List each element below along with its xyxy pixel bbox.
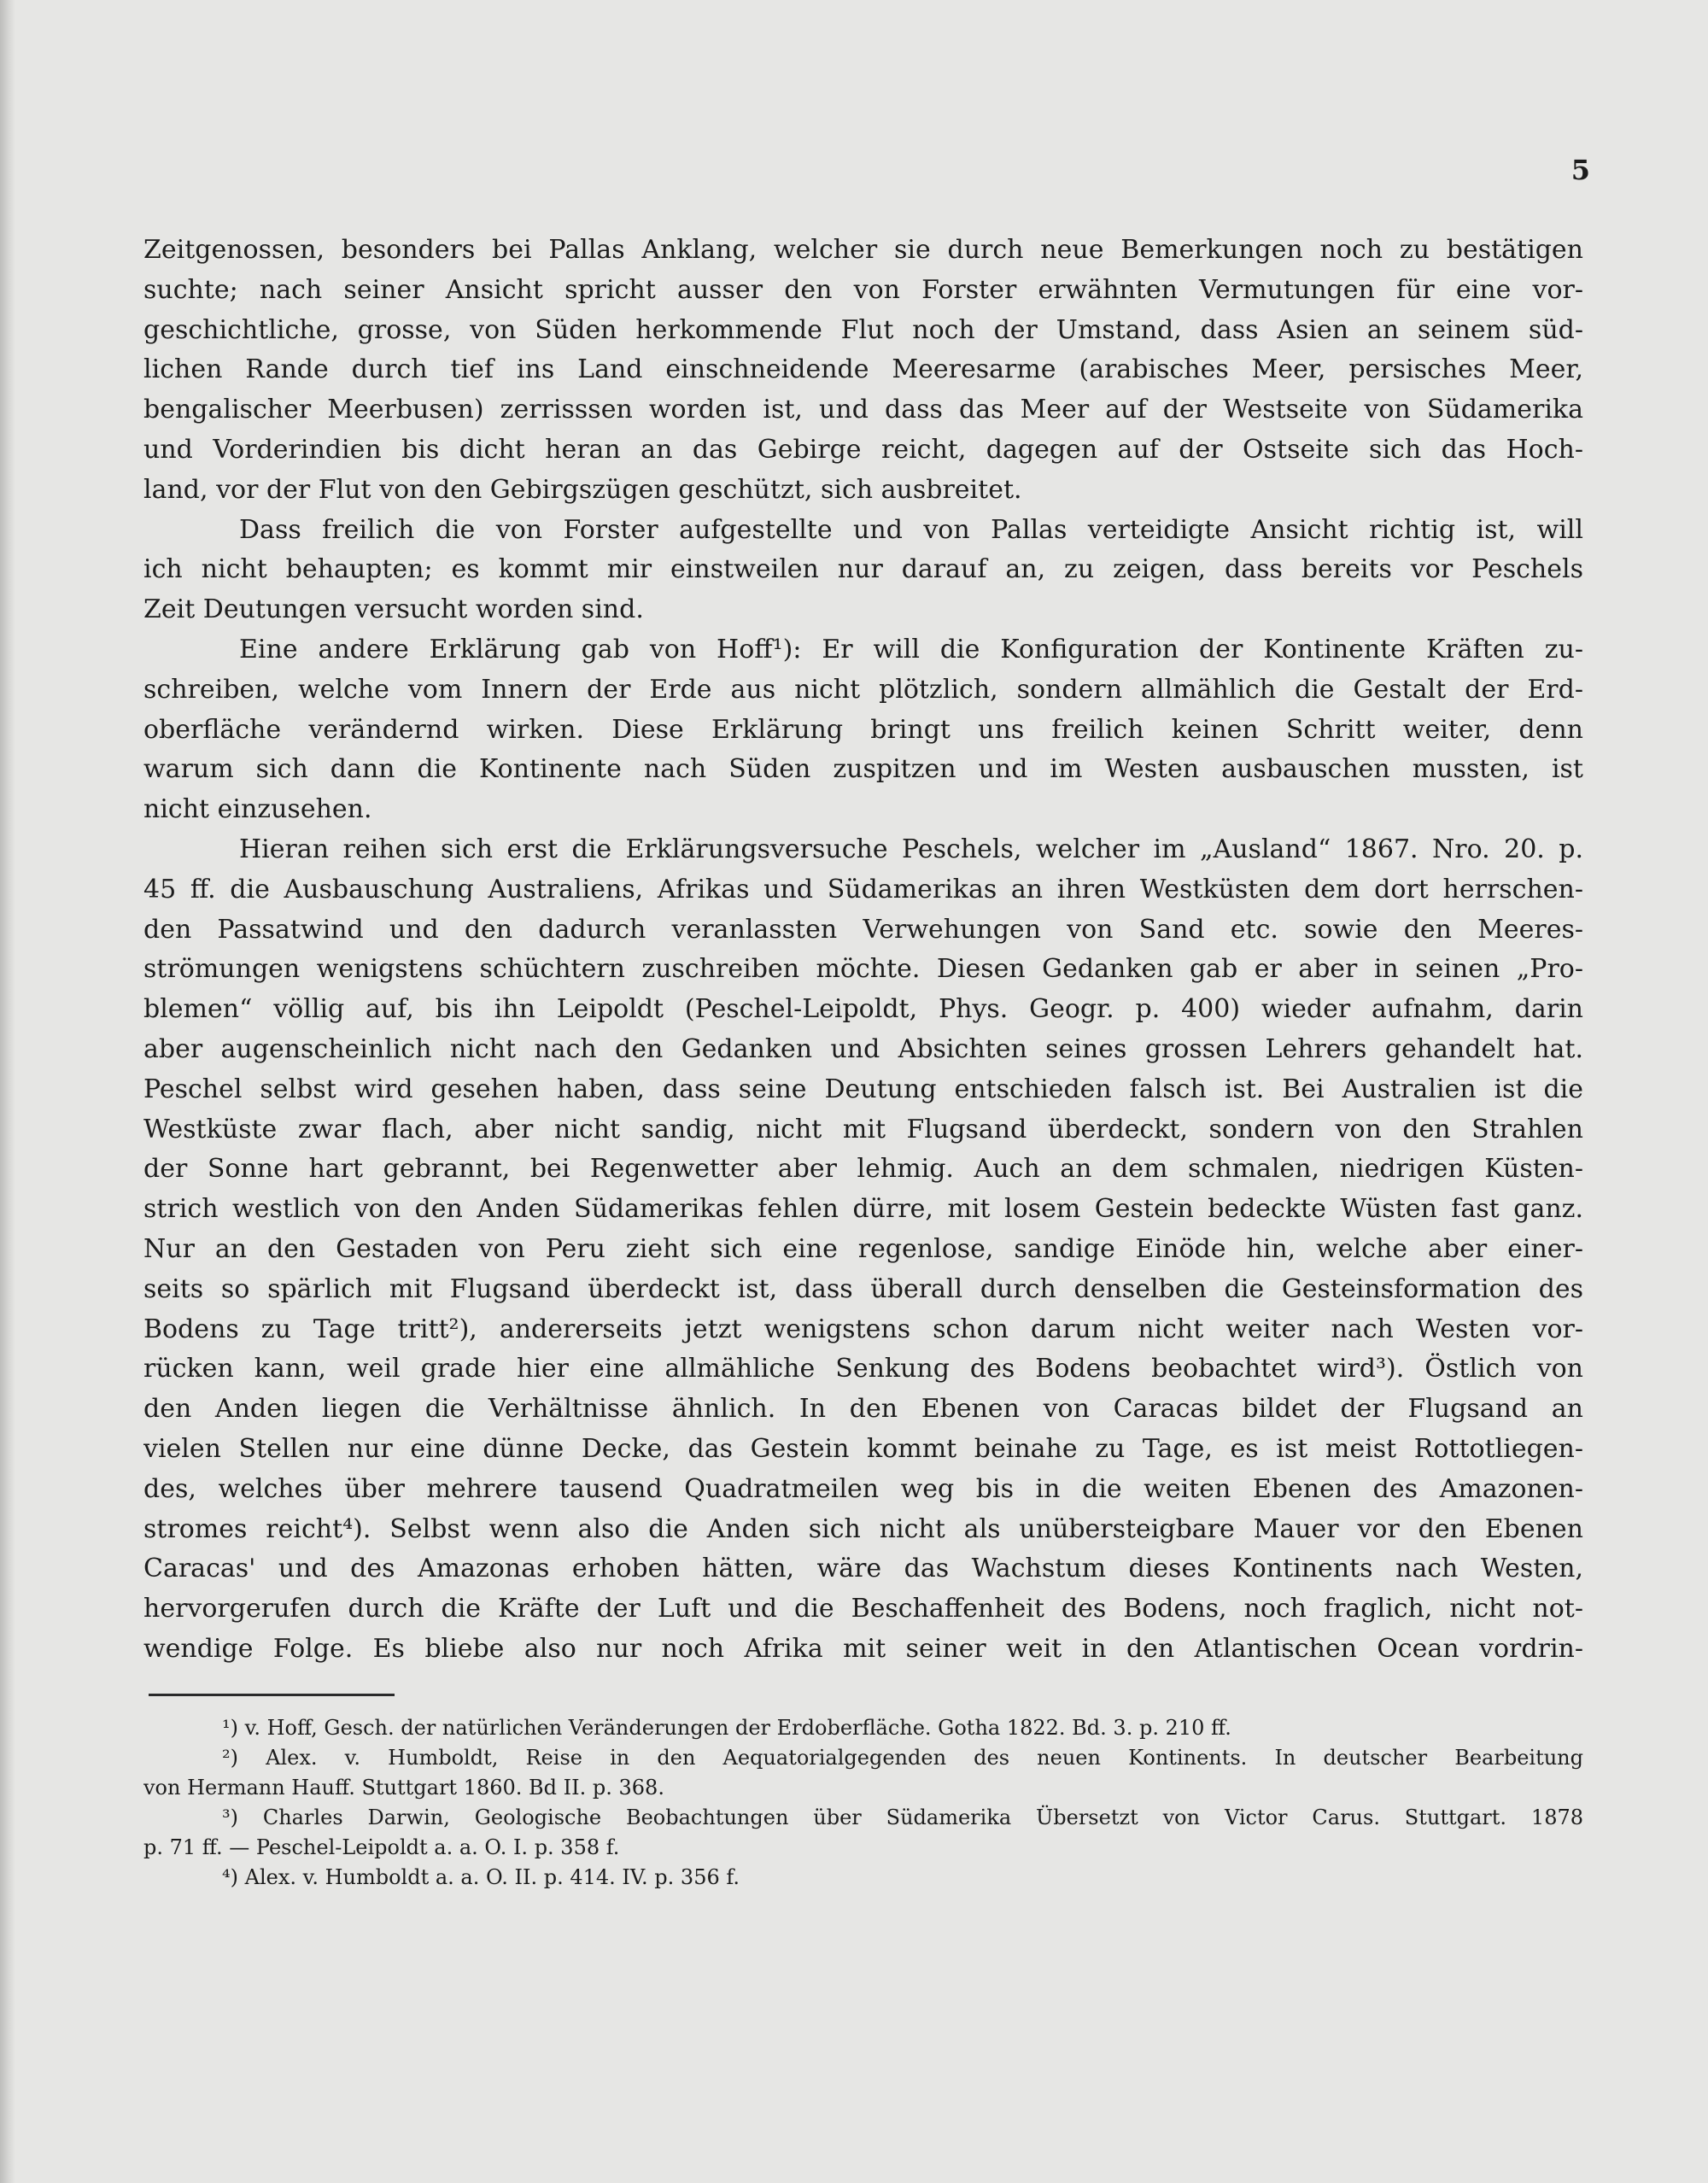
body-line: hervorgerufen durch die Kräfte der Luft und die Beschaffenheit des Bodens, noch fraglich, nicht not- bbox=[143, 1594, 1583, 1624]
body-line: des, welches über mehrere tausend Quadratmeilen weg bis in die weiten Ebenen des Amazonen- bbox=[143, 1473, 1583, 1504]
body-line: 45 ff. die Ausbauschung Australiens, Afrikas und Südamerikas an ihren Westküsten dem dort herrschen- bbox=[143, 874, 1583, 904]
footnote-line: ¹) v. Hoff, Gesch. der natürlichen Veränderungen der Erdoberfläche. Gotha 1822. Bd. 3. p. 210 ff. bbox=[222, 1716, 1231, 1740]
body-line: seits so spärlich mit Flugsand überdeckt ist, dass überall durch denselben die Gesteinsformation des bbox=[143, 1273, 1583, 1304]
page-edge-shadow bbox=[0, 0, 15, 2183]
body-line: stromes reicht⁴). Selbst wenn also die Anden sich nicht als unübersteigbare Mauer vor den Ebenen bbox=[143, 1513, 1583, 1544]
body-line: Dass freilich die von Forster aufgestellte und von Pallas verteidigte Ansicht richtig ist, will bbox=[239, 514, 1583, 545]
page-number: 5 bbox=[1571, 154, 1590, 186]
body-line: Caracas' und des Amazonas erhoben hätten, wäre das Wachstum dieses Kontinents nach Westen, bbox=[143, 1554, 1583, 1584]
body-line: und Vorderindien bis dicht heran an das Gebirge reicht, dagegen auf der Ostseite sich das Hoch- bbox=[143, 434, 1583, 465]
body-line: lichen Rande durch tief ins Land einschneidende Meeresarme (arabisches Meer, persisches Meer, bbox=[143, 354, 1583, 385]
body-line: schreiben, welche vom Innern der Erde aus nicht plötzlich, sondern allmählich die Gestalt der Erd- bbox=[143, 674, 1583, 705]
footnote-separator-rule bbox=[149, 1694, 395, 1696]
body-line: blemen“ völlig auf, bis ihn Leipoldt (Peschel-Leipoldt, Phys. Geogr. p. 400) wieder aufnahm, darin bbox=[143, 994, 1583, 1025]
body-line: Westküste zwar flach, aber nicht sandig, nicht mit Flugsand überdeckt, sondern von den Strahlen bbox=[143, 1114, 1583, 1144]
body-line: der Sonne hart gebrannt, bei Regenwetter aber lehmig. Auch an dem schmalen, niedrigen Küsten- bbox=[143, 1154, 1583, 1185]
body-line: Bodens zu Tage tritt²), andererseits jetzt wenigstens schon darum nicht weiter nach Westen vor- bbox=[143, 1314, 1583, 1344]
body-line: land, vor der Flut von den Gebirgszügen geschützt, sich ausbreitet. bbox=[143, 474, 1022, 505]
body-line: Zeit Deutungen versucht worden sind. bbox=[143, 594, 644, 625]
body-line: ich nicht behaupten; es kommt mir einstweilen nur darauf an, zu zeigen, dass bereits vor Peschels bbox=[143, 554, 1583, 585]
body-line: strich westlich von den Anden Südamerikas fehlen dürre, mit losem Gestein bedeckte Wüsten fast ganz. bbox=[143, 1194, 1583, 1225]
body-line: suchte; nach seiner Ansicht spricht ausser den von Forster erwähnten Vermutungen für eine vor- bbox=[143, 274, 1583, 305]
footnote-line: ⁴) Alex. v. Humboldt a. a. O. II. p. 414. IV. p. 356 f. bbox=[222, 1865, 740, 1889]
body-line: Zeitgenossen, besonders bei Pallas Anklang, welcher sie durch neue Bemerkungen noch zu bestätigen bbox=[143, 235, 1583, 265]
footnote-line: ³) Charles Darwin, Geologische Beobachtungen über Südamerika Übersetzt von Victor Carus. Stuttgart. 1878 bbox=[222, 1806, 1583, 1829]
body-line: wendige Folge. Es bliebe also nur noch Afrika mit seiner weit in den Atlantischen Ocean vordrin- bbox=[143, 1633, 1583, 1664]
body-line: Nur an den Gestaden von Peru zieht sich eine regenlose, sandige Einöde hin, welche aber einer- bbox=[143, 1233, 1583, 1264]
body-line: Peschel selbst wird gesehen haben, dass seine Deutung entschieden falsch ist. Bei Australien ist die bbox=[143, 1074, 1583, 1104]
body-line: geschichtliche, grosse, von Süden herkommende Flut noch der Umstand, dass Asien an seinem süd- bbox=[143, 314, 1583, 345]
body-line: den Passatwind und den dadurch veranlassten Verwehungen von Sand etc. sowie den Meeres- bbox=[143, 914, 1583, 945]
body-line: rücken kann, weil grade hier eine allmähliche Senkung des Bodens beobachtet wird³). Östlich von bbox=[143, 1354, 1583, 1384]
body-line: Eine andere Erklärung gab von Hoff¹): Er will die Konfiguration der Kontinente Kräften zu- bbox=[239, 634, 1583, 664]
footnotes bbox=[143, 1713, 1583, 1893]
body-line: Hieran reihen sich erst die Erklärungsversuche Peschels, welcher im „Ausland“ 1867. Nro. 20. p. bbox=[239, 834, 1583, 864]
body-line: aber augenscheinlich nicht nach den Gedanken und Absichten seines grossen Lehrers gehandelt hat. bbox=[143, 1033, 1583, 1064]
body-line: bengalischer Meerbusen) zerrisssen worden ist, und dass das Meer auf der Westseite von Südamerika bbox=[143, 395, 1583, 425]
footnote-line: p. 71 ff. — Peschel-Leipoldt a. a. O. I. p. 358 f. bbox=[143, 1835, 620, 1859]
body-line: oberfläche verändernd wirken. Diese Erklärung bringt uns freilich keinen Schritt weiter, denn bbox=[143, 714, 1583, 745]
body-line: vielen Stellen nur eine dünne Decke, das Gestein kommt beinahe zu Tage, es ist meist Rottotliegen- bbox=[143, 1433, 1583, 1464]
body-line: warum sich dann die Kontinente nach Süden zuspitzen und im Westen ausbauschen mussten, ist bbox=[143, 754, 1583, 785]
footnote-line: ²) Alex. v. Humboldt, Reise in den Aequatorialgegenden des neuen Kontinents. In deutscher Bearbeitung bbox=[222, 1746, 1583, 1770]
footnote-line: von Hermann Hauff. Stuttgart 1860. Bd II. p. 368. bbox=[143, 1776, 664, 1800]
body-line: nicht einzusehen. bbox=[143, 794, 372, 825]
body-line: strömungen wenigstens schüchtern zuschreiben möchte. Diesen Gedanken gab er aber in seinen „Pro- bbox=[143, 954, 1583, 985]
body-line: den Anden liegen die Verhältnisse ähnlich. In den Ebenen von Caracas bildet der Flugsand an bbox=[143, 1394, 1583, 1425]
body-text bbox=[143, 231, 1583, 1670]
